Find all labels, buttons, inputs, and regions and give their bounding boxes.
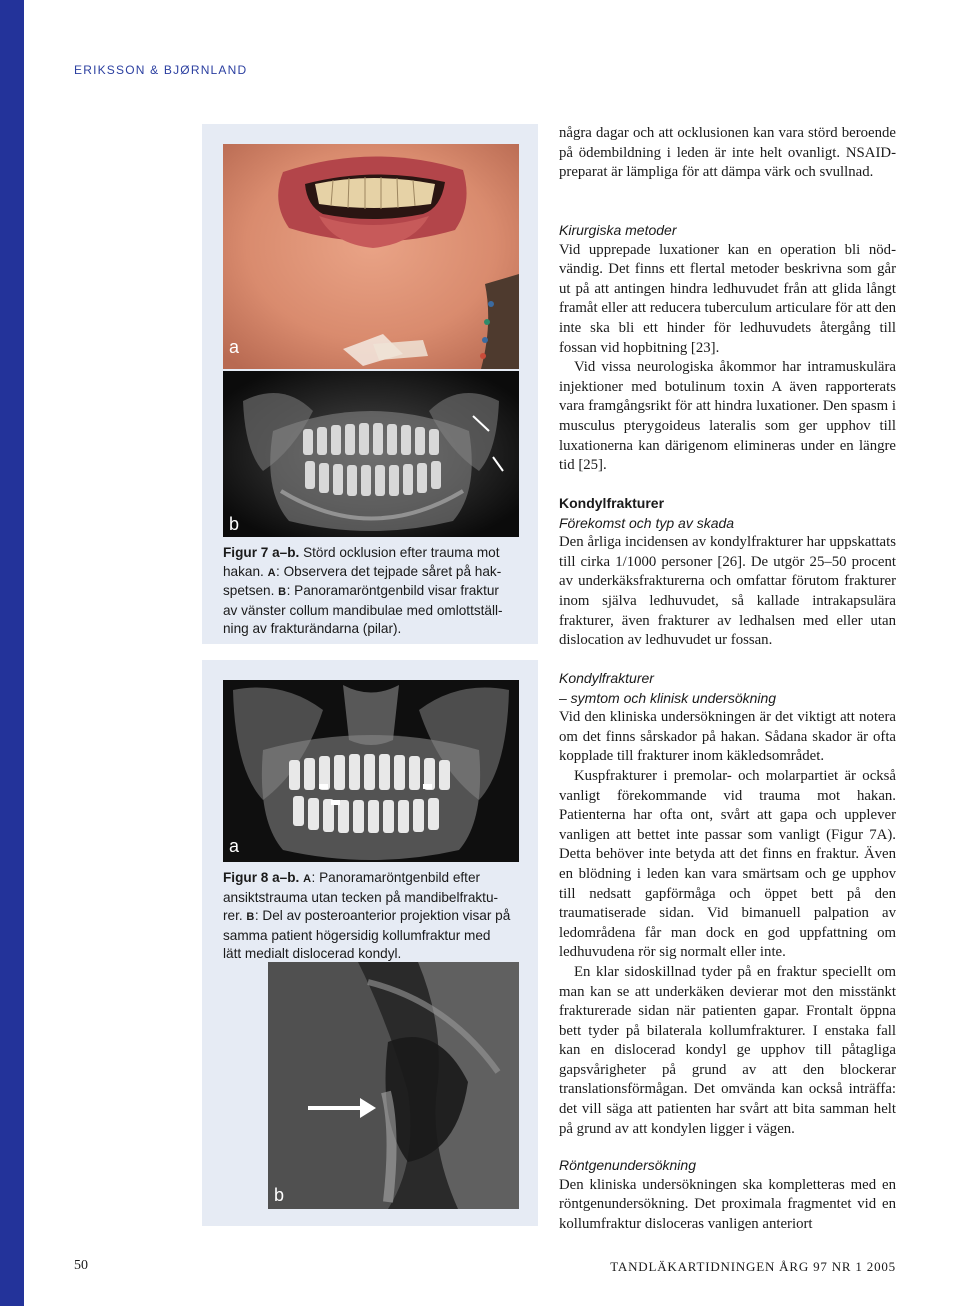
paragraph: några dagar och att ocklusionen kan vara störd beroende på ödembildning i leden är inte helt ovanligt. NSAID-preparat är lämpliga för att dämpa värk och svullnad.	[559, 125, 896, 181]
caption-line	[223, 563, 533, 583]
paragraph: Vid upprepade luxationer kan en operation bli nödvändig. Det finns ett flertal metoder beskrivna som går ut på att antingen hindra ledhuvudet från att glida långt framåt eller att reducera tuberculum articulare för att den inte ska bli ett hinder för ledhuvudets återgång till fossan vid hopbitning [23].	[559, 241, 896, 356]
caption-label-b: B	[278, 586, 287, 599]
caption-line	[223, 907, 533, 927]
figure-7-number: Figur 7 a–b.	[223, 545, 300, 560]
figure-8a-letter: a	[229, 836, 240, 856]
caption-text: Störd ocklusion efter trauma mot	[299, 545, 500, 560]
caption-line	[223, 582, 533, 602]
section-heading: Kondylfrakturer	[559, 495, 665, 511]
paragraph: Vid vissa neurologiska åkommor har intramuskulära injektioner med botulinum toxin A även rapporterats vara framgångsrikt för att hindra luxationer. Den spasm i musculus pterygoideus lateralis som ger upphov till luxationerna kan därigenom elimineras under en längre tid [25].	[559, 359, 896, 474]
side-color-bar	[0, 0, 24, 1306]
figure-8-number: Figur 8 a–b.	[223, 870, 300, 885]
subheading: Röntgenundersökning	[559, 1157, 696, 1173]
subheading: Kondylfrakturer	[559, 670, 654, 686]
figure-8b-pa-xray	[268, 962, 519, 1209]
caption-text: : Observera det tejpade såret på hak-	[276, 563, 502, 579]
figure-7a-letter: a	[229, 337, 240, 357]
figure-8-caption	[223, 869, 533, 964]
paragraph: Kuspfrakturer i premolar- och molarpartiet är också vanligt förekommande vid trauma mot hakan. Patienterna har ofta ont, svårt att gapa och upplever vanligen att bettet inte passar som vanligt (Figur 7A). Detta behöver inte betyda att det finns en fraktur. Även en blödning i leden kan vara smärtsam och ge upphov till nedsatt gapförmåga och öppet bett på den traumatiserade sidan. Vid bimanuell palpation av ledområdena får man dock en god uppfattning om ledhuvudena rör sig normalt eller inte.	[559, 767, 896, 961]
caption-text: : Panoramaröntgenbild visar fraktur	[286, 583, 499, 599]
subheading: Kirurgiska metoder	[559, 222, 677, 238]
caption-line	[223, 869, 533, 889]
subheading: Förekomst och typ av skada	[559, 514, 735, 531]
section-symtom	[559, 669, 896, 1139]
caption-label-b: B	[246, 911, 255, 924]
figure-8b-letter: b	[274, 1185, 285, 1205]
caption-label-a: A	[267, 566, 277, 579]
figure-7b-letter: b	[229, 514, 240, 534]
caption-text: : Del av posteroanterior projektion visar på	[254, 908, 511, 924]
caption-line: lätt medialt dislocerad kondyl.	[223, 946, 402, 962]
journal-footer: TANDLÄKARTIDNINGEN ÅRG 97 NR 1 2005	[610, 1259, 896, 1274]
paragraph: Den årliga incidensen av kondylfrakturer har uppskattats till cirka 1/1000 personer [26]. De utgör 25–50 procent av underkäksfrakturerna och omfattar förutom frakturer inom själva ledhuvudet, så kallade intrakapsulära frakturer, även frakturer av ledhalsen med eller utan dislocation av ledhuvudet ur fossan.	[559, 534, 896, 649]
figure-8a-panoramic-xray	[223, 680, 519, 862]
page-number: 50	[74, 1258, 88, 1273]
caption-line: av vänster collum mandibulae med omlottställ-	[223, 602, 503, 618]
paragraph: Den kliniska undersökningen ska kompletteras med en röntgenundersökning. Det proximala fragmentet vid en kollumfraktur disloceras vanligen anteriort	[559, 1176, 896, 1232]
caption-line	[223, 544, 533, 563]
caption-text: spetsen.	[223, 583, 279, 599]
caption-line: samma patient högersidig kollumfraktur med	[223, 927, 491, 943]
caption-text: : Panoramaröntgenbild efter	[311, 870, 481, 885]
caption-text: hakan.	[223, 563, 268, 579]
caption-line: ansiktstrauma utan tecken på mandibelfraktu-	[223, 889, 499, 905]
caption-line: ning av frakturändarna (pilar).	[223, 621, 402, 637]
running-head: ERIKSSON & BJØRNLAND	[74, 63, 248, 77]
subheading: – symtom och klinisk undersökning	[559, 689, 777, 706]
paragraph: En klar sidoskillnad tyder på en fraktur speciellt om man kan se att underkäken devierar mot den misstänkt frakturerade sidan när patienten gapar. Frontalt öppna bett tyder på bilaterala kollumfrakturer. I enstaka fall kan en dislocerad kondyl ge upphov till påtagliga gapsvårigheter på grund av att den blockerar translationsförmågan. Det omvända kan också inträffa: det vill säga att patienten har svårt att bita samman helt på grund av att kondylen ligger i vägen.	[559, 963, 896, 1137]
caption-label-a: A	[303, 873, 312, 885]
caption-text: rer.	[223, 908, 247, 924]
figure-7a-photo-mouth	[223, 144, 519, 369]
section-rontgen	[559, 1156, 896, 1234]
section-kirurgiska	[559, 221, 896, 476]
text-block-intro	[559, 124, 896, 183]
section-kondylfrakturer	[559, 494, 896, 651]
paragraph: Vid den kliniska undersökningen är det viktigt att notera om det finns sårskador på hakan. Sådana skador är ofta kopplade till frakturer inom käkledsområdet.	[559, 709, 896, 765]
figure-7-caption	[223, 544, 533, 639]
figure-7b-panoramic-xray	[223, 371, 519, 537]
